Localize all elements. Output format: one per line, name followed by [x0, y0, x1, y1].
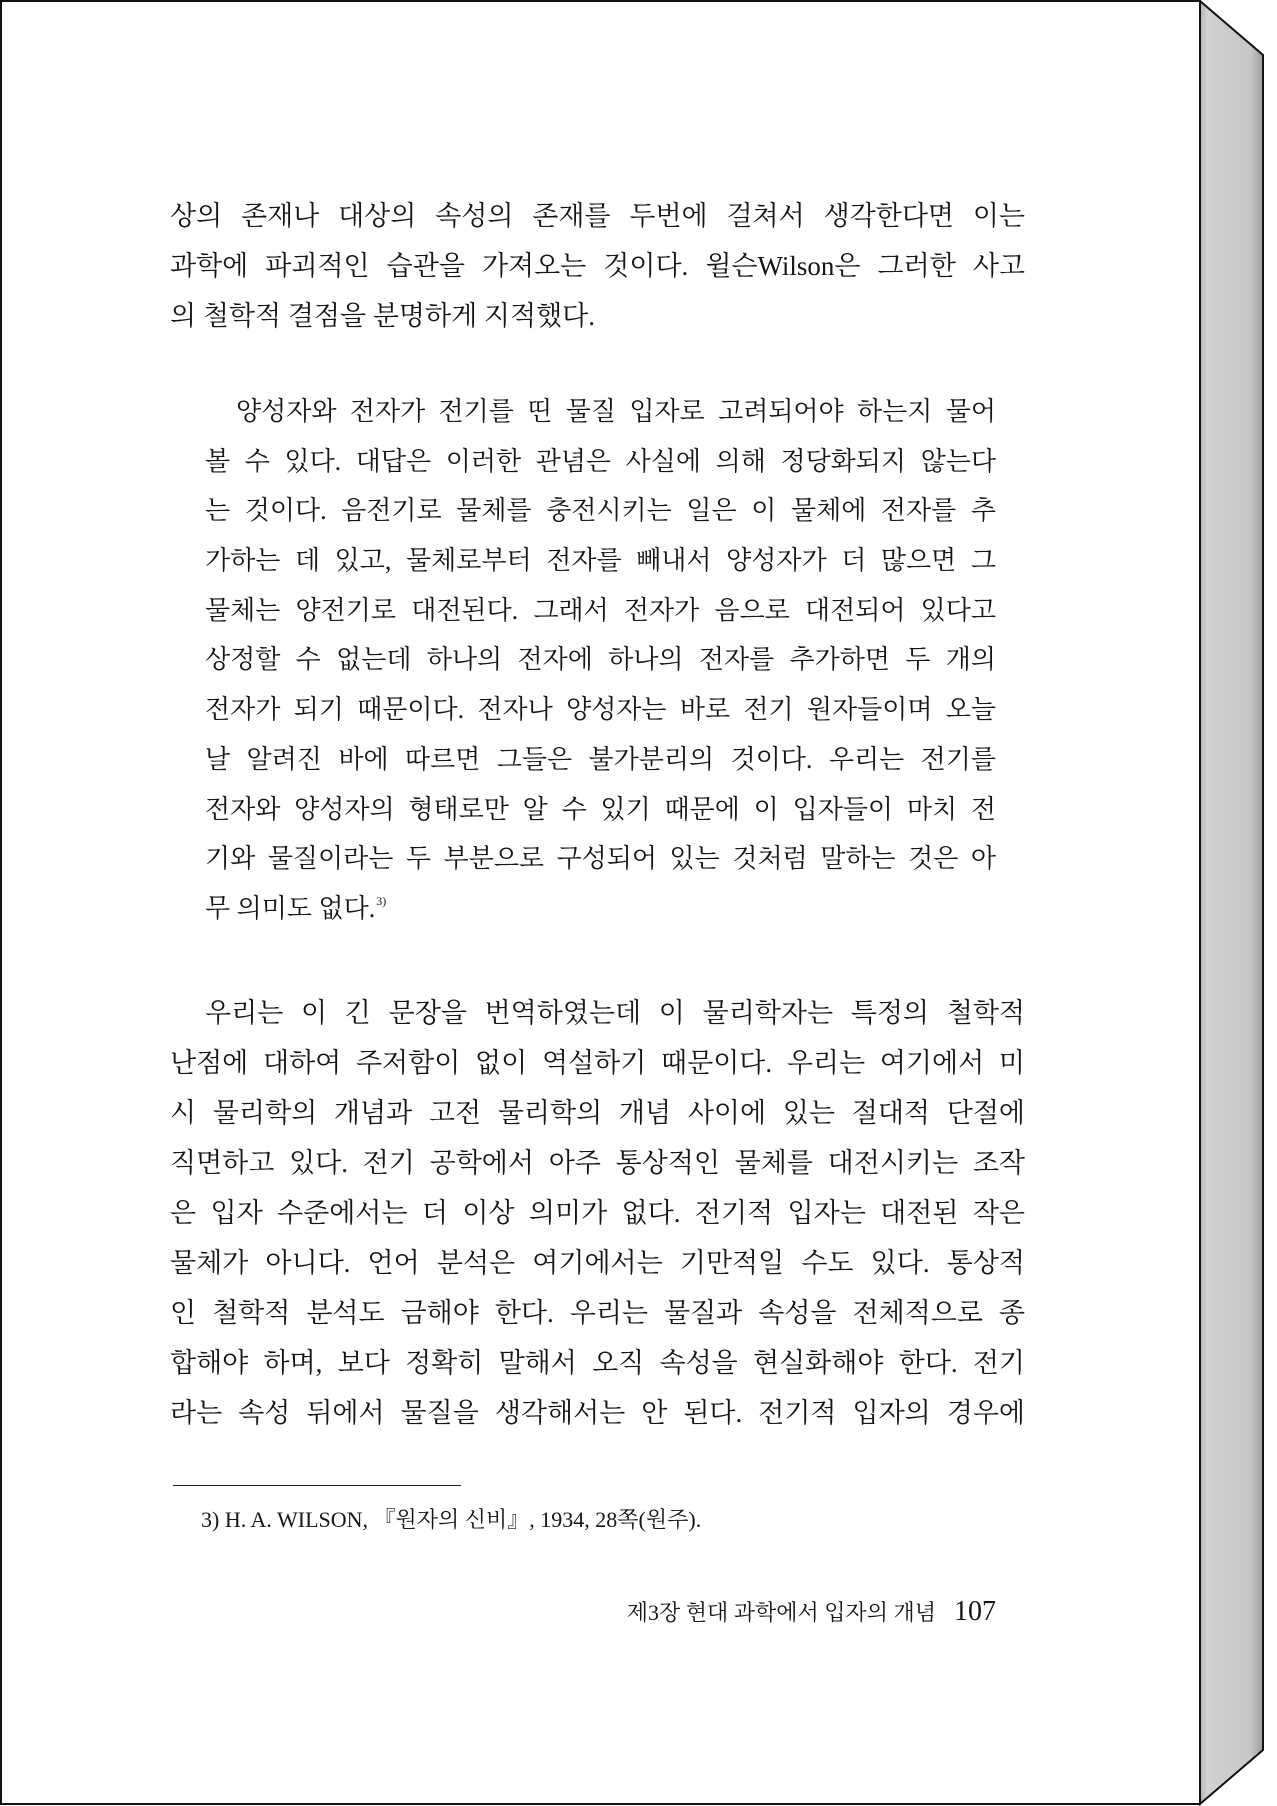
quote-line: 기와 물질이라는 두 부분으로 구성되어 있는 것처럼 말하는 것은 아: [205, 844, 996, 874]
footnote-reference: 3): [376, 893, 387, 908]
quote-line: 전자가 되기 때문이다. 전자나 양성자는 바로 전기 원자들이며 오늘: [205, 695, 996, 725]
paragraph-line: 과학에 파괴적인 습관을 가져오는 것이다. 윌슨Wilson은 그러한 사고: [170, 251, 1025, 281]
running-footer: [627, 1594, 996, 1630]
paragraph-3: [170, 988, 1025, 1438]
chapter-title: 제3장 현대 과학에서 입자의 개념: [626, 1600, 936, 1625]
block-quote: [205, 387, 996, 934]
paragraph-1: [170, 191, 1025, 341]
quote-line: 상정할 수 없는데 하나의 전자에 하나의 전자를 추가하면 두 개의: [205, 645, 996, 675]
paragraph-line: 난점에 대하여 주저함이 없이 역설하기 때문이다. 우리는 여기에서 미: [170, 1048, 1025, 1078]
quote-line: 가하는 데 있고, 물체로부터 전자를 빼내서 양성자가 더 많으면 그: [205, 546, 996, 576]
quote-line-final: [205, 884, 996, 934]
paragraph-line: 라는 속성 뒤에서 물질을 생각해서는 안 된다. 전기적 입자의 경우에: [170, 1398, 1025, 1428]
quote-line: 양성자와 전자가 전기를 띤 물질 입자로 고려되어야 하는지 물어: [236, 397, 996, 426]
quote-line: 날 알려진 바에 따르면 그들은 불가분리의 것이다. 우리는 전기를: [205, 744, 996, 774]
paragraph-line: 합해야 하며, 보다 정확히 말해서 오직 속성을 현실화해야 한다. 전기: [170, 1348, 1025, 1378]
paragraph-line: 시 물리학의 개념과 고전 물리학의 개념 사이에 있는 절대적 단절에: [170, 1098, 1025, 1128]
paragraph-line: 우리는 이 긴 문장을 번역하였는데 이 물리학자는 특정의 철학적: [205, 998, 1025, 1028]
footnote-divider: [173, 1485, 461, 1486]
quote-line: 전자와 양성자의 형태로만 알 수 있기 때문에 이 입자들이 마치 전: [205, 794, 996, 824]
paragraph-line: 인 철학적 분석도 금해야 한다. 우리는 물질과 속성을 전체적으로 종: [170, 1298, 1025, 1328]
page-number: 107: [954, 1596, 996, 1627]
paragraph-line: 직면하고 있다. 전기 공학에서 아주 통상적인 물체를 대전시키는 조작: [170, 1148, 1025, 1178]
paragraph-line: 물체가 아니다. 언어 분석은 여기에서는 기만적일 수도 있다. 통상적: [170, 1248, 1025, 1278]
footnote: 3) H. A. WILSON, 『원자의 신비』, 1934, 28쪽(원주).: [201, 1507, 702, 1532]
paragraph-line: 상의 존재나 대상의 속성의 존재를 두번에 걸쳐서 생각한다면 이는: [170, 201, 1025, 231]
paragraph-line: 의 철학적 결점을 분명하게 지적했다.: [170, 301, 595, 331]
quote-line: 볼 수 있다. 대답은 이러한 관념은 사실에 의해 정당화되지 않는다: [205, 446, 996, 476]
quote-line-text: 무 의미도 없다.: [205, 893, 376, 923]
paragraph-line: 은 입자 수준에서는 더 이상 의미가 없다. 전기적 입자는 대전된 작은: [170, 1198, 1025, 1228]
page-edge-thickness: [1200, 1, 1263, 1804]
quote-line: 는 것이다. 음전기로 물체를 충전시키는 일은 이 물체에 전자를 추: [205, 496, 996, 526]
quote-line: 물체는 양전기로 대전된다. 그래서 전자가 음으로 대전되어 있다고: [205, 595, 996, 625]
